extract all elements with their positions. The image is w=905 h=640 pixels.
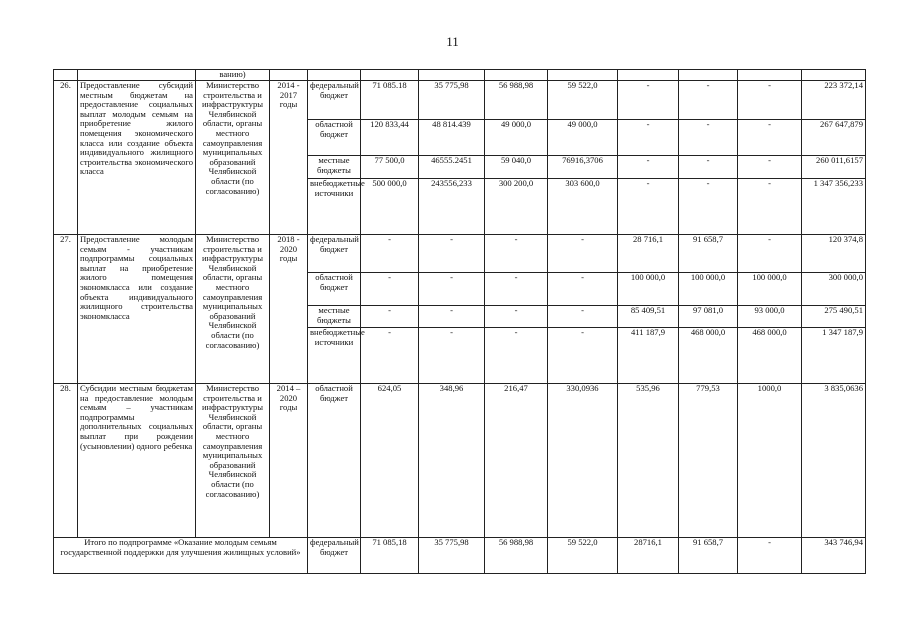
value-cell: -: [419, 273, 485, 306]
row-description: Предоставление молодым семьям - участникам подпрограммы социальных выплат на приобретение жилого помещения экономкласса или создание объекта индивидуального жилищного строительства экономкласса: [78, 235, 196, 384]
value-cell: 624,05: [361, 384, 419, 538]
value-cell: -: [419, 328, 485, 384]
value-cell: 56 988,98: [485, 81, 548, 120]
funding-source: внебюджетные источники: [308, 179, 361, 235]
value-cell: -: [548, 235, 618, 273]
value-cell: -: [485, 273, 548, 306]
row-description: Предоставление субсидий местным бюджетам на предоставление социальных выплат молодым семьям на приобретение жилого помещения экономического класса или создание объекта индивидуального жилищного строительства экономического класса: [78, 81, 196, 235]
total-label: Итого по подпрограмме «Оказание молодым семьям государственной поддержки для улучшения жилищных условий»: [54, 538, 308, 574]
continuation-text: ванию): [196, 70, 270, 81]
funding-source: внебюджетные источники: [308, 328, 361, 384]
value-cell: 56 988,98: [485, 538, 548, 574]
value-cell: 1000,0: [738, 384, 802, 538]
value-cell: -: [361, 306, 419, 328]
value-cell: -: [679, 156, 738, 179]
value-cell: 100 000,0: [738, 273, 802, 306]
value-cell: -: [618, 81, 679, 120]
continuation-row: [54, 70, 866, 81]
value-cell: -: [738, 156, 802, 179]
value-cell: -: [361, 273, 419, 306]
value-cell: -: [485, 306, 548, 328]
value-cell: -: [618, 179, 679, 235]
budget-table: [53, 69, 866, 574]
value-cell: -: [361, 235, 419, 273]
total-cell: 343 746,94: [802, 538, 866, 574]
total-cell: 267 647,879: [802, 120, 866, 156]
value-cell: -: [548, 328, 618, 384]
total-cell: 300 000,0: [802, 273, 866, 306]
value-cell: 35 775,98: [419, 81, 485, 120]
total-cell: 260 011,6157: [802, 156, 866, 179]
value-cell: -: [679, 81, 738, 120]
value-cell: -: [618, 120, 679, 156]
total-cell: 1 347 356,233: [802, 179, 866, 235]
row-period: 2014 – 2020 годы: [270, 384, 308, 538]
row-number: 26.: [54, 81, 78, 235]
total-cell: 3 835,0636: [802, 384, 866, 538]
row-executor: Министерство строительства и инфраструктуры Челябинской области, органы местного самоуправления муниципальных образований Челябинской области (по согласованию): [196, 81, 270, 235]
row-number: 28.: [54, 384, 78, 538]
total-cell: 275 490,51: [802, 306, 866, 328]
value-cell: -: [738, 81, 802, 120]
value-cell: 59 522,0: [548, 81, 618, 120]
value-cell: -: [738, 179, 802, 235]
value-cell: 216,47: [485, 384, 548, 538]
value-cell: -: [618, 156, 679, 179]
row-period: 2018 - 2020 годы: [270, 235, 308, 384]
value-cell: 330,0936: [548, 384, 618, 538]
value-cell: 28 716,1: [618, 235, 679, 273]
value-cell: 100 000,0: [618, 273, 679, 306]
value-cell: 71 085.18: [361, 81, 419, 120]
value-cell: 49 000,0: [548, 120, 618, 156]
value-cell: -: [738, 235, 802, 273]
value-cell: 49 000,0: [485, 120, 548, 156]
table-row: [54, 81, 866, 120]
value-cell: 100 000,0: [679, 273, 738, 306]
funding-source: федеральный бюджет: [308, 235, 361, 273]
value-cell: 411 187,9: [618, 328, 679, 384]
table-row: [54, 384, 866, 538]
value-cell: 71 085,18: [361, 538, 419, 574]
value-cell: 500 000,0: [361, 179, 419, 235]
value-cell: 243556,233: [419, 179, 485, 235]
row-number: 27.: [54, 235, 78, 384]
total-row: [54, 538, 866, 574]
row-period: 2014 - 2017 годы: [270, 81, 308, 235]
value-cell: 93 000,0: [738, 306, 802, 328]
funding-source: местные бюджеты: [308, 306, 361, 328]
value-cell: 46555.2451: [419, 156, 485, 179]
value-cell: -: [361, 328, 419, 384]
value-cell: 468 000,0: [679, 328, 738, 384]
funding-source: областной бюджет: [308, 120, 361, 156]
row-executor: Министерство строительства и инфраструктуры Челябинской области, органы местного самоуправления муниципальных образований Челябинской области (по согласованию): [196, 384, 270, 538]
value-cell: 28716,1: [618, 538, 679, 574]
value-cell: -: [419, 235, 485, 273]
value-cell: 59 040,0: [485, 156, 548, 179]
value-cell: 91 658,7: [679, 235, 738, 273]
table-row: [54, 235, 866, 273]
value-cell: 468 000,0: [738, 328, 802, 384]
value-cell: 77 500,0: [361, 156, 419, 179]
value-cell: 35 775,98: [419, 538, 485, 574]
row-description: Субсидии местным бюджетам на предоставление молодым семьям – участникам подпрограммы дополнительных социальных выплат при рождении (усыновлении) одного ребенка: [78, 384, 196, 538]
value-cell: 48 814.439: [419, 120, 485, 156]
value-cell: 59 522,0: [548, 538, 618, 574]
value-cell: -: [485, 328, 548, 384]
value-cell: -: [548, 306, 618, 328]
total-cell: 120 374,8: [802, 235, 866, 273]
value-cell: 85 409,51: [618, 306, 679, 328]
page-number: 11: [446, 34, 459, 49]
value-cell: 97 081,0: [679, 306, 738, 328]
value-cell: -: [679, 179, 738, 235]
value-cell: 348,96: [419, 384, 485, 538]
total-cell: 223 372,14: [802, 81, 866, 120]
value-cell: -: [419, 306, 485, 328]
value-cell: 535,96: [618, 384, 679, 538]
funding-source: областной бюджет: [308, 384, 361, 538]
row-executor: Министерство строительства и инфраструктуры Челябинской области, органы местного самоуправления муниципальных образований Челябинской области (по согласованию): [196, 235, 270, 384]
value-cell: 779,53: [679, 384, 738, 538]
value-cell: 303 600,0: [548, 179, 618, 235]
value-cell: -: [738, 538, 802, 574]
funding-source: федеральный бюджет: [308, 81, 361, 120]
funding-source: областной бюджет: [308, 273, 361, 306]
value-cell: 120 833,44: [361, 120, 419, 156]
value-cell: -: [548, 273, 618, 306]
value-cell: 300 200,0: [485, 179, 548, 235]
value-cell: -: [679, 120, 738, 156]
total-cell: 1 347 187,9: [802, 328, 866, 384]
value-cell: 76916,3706: [548, 156, 618, 179]
value-cell: -: [485, 235, 548, 273]
value-cell: 91 658,7: [679, 538, 738, 574]
value-cell: -: [738, 120, 802, 156]
funding-source: федеральный бюджет: [308, 538, 361, 574]
funding-source: местные бюджеты: [308, 156, 361, 179]
